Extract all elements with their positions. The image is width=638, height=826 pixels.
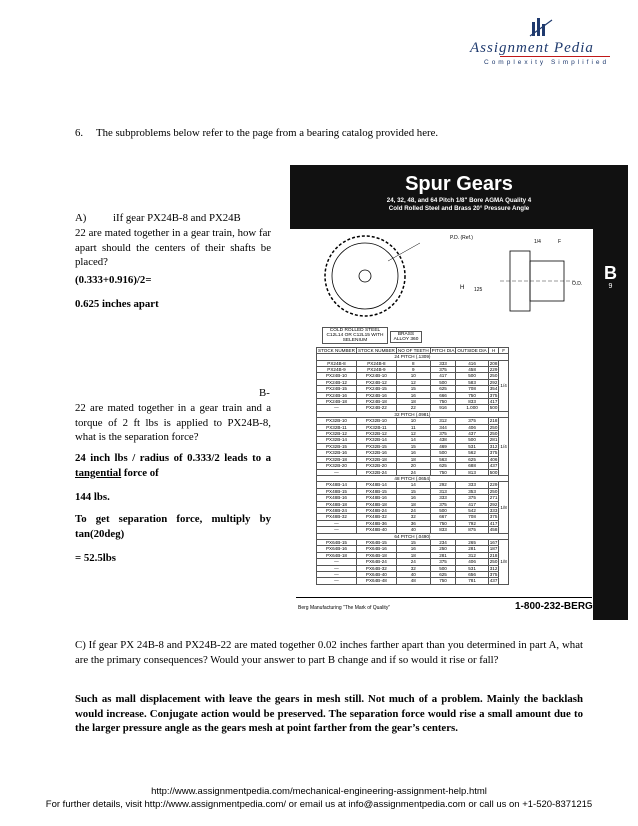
table-cell: 234 bbox=[430, 539, 456, 545]
pitch-section-label: 48 PITCH (.0654) bbox=[317, 475, 509, 481]
table-cell: 666 bbox=[430, 392, 456, 398]
face-width-cell: 1/8 bbox=[499, 482, 508, 533]
table-cell: PX24B-12 bbox=[317, 379, 357, 385]
table-cell: PX32B-14 bbox=[356, 437, 396, 443]
table-cell: 375 bbox=[430, 501, 456, 507]
table-cell: 375 bbox=[489, 392, 498, 398]
table-cell: 500 bbox=[430, 450, 456, 456]
table-cell: 281 bbox=[489, 437, 498, 443]
table-cell: — bbox=[317, 565, 357, 571]
table-cell: 750 bbox=[430, 520, 456, 526]
catalog-header bbox=[290, 165, 628, 229]
table-header-cell: OUTSIDE DIA bbox=[457, 348, 487, 353]
diagram-pd-label: P.D. (Ref.) bbox=[450, 235, 473, 241]
table-cell: 333 bbox=[430, 495, 456, 501]
table-cell: PX32B-10 bbox=[356, 418, 396, 424]
diagram-quarter-label: 1/4 bbox=[534, 239, 541, 245]
table-cell: PX48B-24 bbox=[317, 507, 357, 513]
table-cell: PX32B-15 bbox=[356, 443, 396, 449]
table-cell: 250 bbox=[489, 488, 498, 494]
table-cell: 375 bbox=[430, 431, 456, 437]
table-cell: 312 bbox=[456, 552, 488, 558]
table-cell: PX24B-8 bbox=[356, 360, 396, 366]
table-cell: 781 bbox=[456, 578, 488, 584]
table-cell: — bbox=[317, 520, 357, 526]
table-cell: PX24B-15 bbox=[356, 386, 396, 392]
table-cell: 354 bbox=[489, 386, 498, 392]
table-cell: 333 bbox=[489, 507, 498, 513]
catalog-title: Spur Gears bbox=[405, 173, 513, 195]
catalog-footer-rule bbox=[296, 597, 592, 598]
table-cell: 500 bbox=[489, 469, 498, 475]
table-cell: 437 bbox=[456, 431, 488, 437]
table-cell: PX24B-16 bbox=[356, 392, 396, 398]
table-cell: 625 bbox=[430, 386, 456, 392]
table-cell: PX48B-18 bbox=[356, 501, 396, 507]
table-cell: 500 bbox=[430, 507, 456, 513]
table-cell: PX64B-40 bbox=[356, 572, 396, 578]
table-cell: 353 bbox=[456, 488, 488, 494]
table-cell: 344 bbox=[430, 424, 456, 430]
face-width-cell: 1/4 bbox=[499, 418, 508, 476]
table-cell: PX24B-18 bbox=[356, 399, 396, 405]
table-cell: 667 bbox=[430, 514, 456, 520]
table-cell: 750 bbox=[430, 469, 456, 475]
table-cell: 312 bbox=[430, 418, 456, 424]
question-number: 6. bbox=[75, 127, 84, 139]
table-cell: 281 bbox=[456, 546, 488, 552]
table-cell: PX48B-15 bbox=[356, 488, 396, 494]
table-cell: 40 bbox=[396, 572, 430, 578]
table-cell: 16 bbox=[396, 450, 430, 456]
table-cell: 1.000 bbox=[456, 405, 488, 411]
table-cell: 792 bbox=[456, 520, 488, 526]
table-cell: PX64B-16 bbox=[356, 546, 396, 552]
table-cell: 12 bbox=[396, 431, 430, 437]
pitch-section-label: 32 PITCH (.0981) bbox=[317, 411, 509, 417]
table-cell: PX48B-32 bbox=[317, 514, 357, 520]
table-cell: PX32B-10 bbox=[317, 418, 357, 424]
part-b-force: 144 lbs. bbox=[75, 491, 110, 503]
part-a-question-line1: iIf gear PX24B-8 and PX24B bbox=[113, 212, 241, 224]
table-cell: 417 bbox=[456, 501, 488, 507]
pitch-section-label: 24 PITCH (.1309) bbox=[317, 354, 509, 360]
table-cell: 583 bbox=[456, 379, 488, 385]
part-a-answer: 0.625 inches apart bbox=[75, 298, 159, 310]
table-cell: 406 bbox=[456, 424, 488, 430]
table-cell: PX48B-18 bbox=[317, 501, 357, 507]
bearing-catalog-image bbox=[290, 165, 628, 620]
table-cell: PX32B-20 bbox=[317, 463, 357, 469]
table-cell: 229 bbox=[489, 367, 498, 373]
table-cell: 10 bbox=[396, 418, 430, 424]
part-b-separation-note: To get separation force, multiply by tan(20deg) bbox=[75, 513, 271, 540]
material-brass: BRASS ALLOY 360 bbox=[390, 331, 422, 343]
table-cell: 437 bbox=[489, 578, 498, 584]
table-cell: 375 bbox=[489, 450, 498, 456]
face-width-cell: 1/8 bbox=[499, 539, 508, 584]
table-cell: 916 bbox=[430, 405, 456, 411]
table-cell: 833 bbox=[430, 527, 456, 533]
table-cell: 416 bbox=[456, 360, 488, 366]
table-cell: PX32B-11 bbox=[317, 424, 357, 430]
part-b-question: 22 are mated together in a gear train and a torque of 2 ft lbs is applied to PX24B-8, what is the separation force? bbox=[75, 402, 271, 444]
table-cell: 813 bbox=[456, 469, 488, 475]
table-cell: 14 bbox=[396, 482, 430, 488]
table-cell: 265 bbox=[456, 539, 488, 545]
table-cell: PX32B-12 bbox=[317, 431, 357, 437]
table-cell: PX24B-10 bbox=[356, 373, 396, 379]
table-cell: 688 bbox=[456, 463, 488, 469]
table-cell: 9 bbox=[396, 367, 430, 373]
table-cell: PX48B-14 bbox=[356, 482, 396, 488]
footer-contact: For further details, visit http://www.assignmentpedia.com/ or email us at info@assignmentpedia.com or call us on +1-520-8371215 bbox=[45, 799, 593, 810]
table-cell: 250 bbox=[489, 559, 498, 565]
table-cell: 18 bbox=[396, 399, 430, 405]
diagram-od-label: O.D. bbox=[572, 281, 583, 287]
table-cell: PX24B-12 bbox=[356, 379, 396, 385]
table-cell: 15 bbox=[396, 443, 430, 449]
table-cell: 500 bbox=[456, 437, 488, 443]
logo-rule bbox=[500, 56, 610, 57]
table-cell: 375 bbox=[430, 559, 456, 565]
table-cell: 292 bbox=[489, 501, 498, 507]
assignmentpedia-logo bbox=[470, 10, 630, 70]
table-cell: PX32B-16 bbox=[356, 450, 396, 456]
table-cell: 18 bbox=[396, 552, 430, 558]
table-cell: 625 bbox=[430, 463, 456, 469]
table-cell: PX24B-16 bbox=[317, 392, 357, 398]
table-cell: 437 bbox=[489, 463, 498, 469]
table-cell: 292 bbox=[489, 379, 498, 385]
table-cell: 438 bbox=[430, 437, 456, 443]
table-cell: 32 bbox=[396, 514, 430, 520]
table-cell: PX48B-16 bbox=[356, 495, 396, 501]
table-cell: 16 bbox=[396, 495, 430, 501]
table-row bbox=[317, 578, 509, 584]
table-cell: 32 bbox=[396, 565, 430, 571]
gear-diagram bbox=[310, 231, 590, 321]
table-cell: 250 bbox=[430, 546, 456, 552]
table-cell: 417 bbox=[430, 373, 456, 379]
table-cell: 563 bbox=[430, 456, 456, 462]
table-cell: 48 bbox=[396, 578, 430, 584]
table-cell: PX32B-12 bbox=[356, 431, 396, 437]
table-cell: 15 bbox=[396, 539, 430, 545]
table-cell: PX24B-9 bbox=[317, 367, 357, 373]
table-cell: 250 bbox=[489, 373, 498, 379]
table-cell: PX32B-15 bbox=[317, 443, 357, 449]
footer-url: http://www.assignmentpedia.com/mechanical-engineering-assignment-help.html bbox=[151, 786, 487, 797]
table-cell: 406 bbox=[489, 456, 498, 462]
table-cell: 656 bbox=[456, 572, 488, 578]
table-cell: PX32B-20 bbox=[356, 463, 396, 469]
table-cell: 406 bbox=[456, 559, 488, 565]
table-cell: 375 bbox=[489, 572, 498, 578]
logo-brand: Assignment Pedia bbox=[470, 40, 594, 56]
table-cell: 625 bbox=[456, 456, 488, 462]
table-cell: 500 bbox=[430, 379, 456, 385]
table-cell: 11 bbox=[396, 424, 430, 430]
diagram-f-label: F bbox=[558, 239, 562, 245]
table-cell: 469 bbox=[430, 443, 456, 449]
table-cell: 500 bbox=[489, 405, 498, 411]
table-cell: 562 bbox=[456, 450, 488, 456]
table-cell: 16 bbox=[396, 392, 430, 398]
part-a-label: A) bbox=[75, 212, 87, 224]
table-cell: 24 bbox=[396, 507, 430, 513]
table-cell: 542 bbox=[456, 507, 488, 513]
table-cell: 20 bbox=[396, 463, 430, 469]
table-cell: PX32B-16 bbox=[317, 450, 357, 456]
part-b-prefix: B- bbox=[259, 387, 270, 399]
table-cell: 24 bbox=[396, 559, 430, 565]
section-number: 9 bbox=[608, 283, 613, 290]
table-cell: 22 bbox=[396, 405, 430, 411]
table-cell: — bbox=[317, 572, 357, 578]
table-cell: 458 bbox=[489, 527, 498, 533]
table-cell: 750 bbox=[456, 392, 488, 398]
table-cell: 333 bbox=[430, 360, 456, 366]
table-cell: PX64B-24 bbox=[356, 559, 396, 565]
logo-tagline: Complexity Simplified bbox=[484, 59, 610, 66]
table-cell: PX24B-18 bbox=[317, 399, 357, 405]
table-cell: PX48B-15 bbox=[317, 488, 357, 494]
table-cell: — bbox=[317, 559, 357, 565]
table-cell: 12 bbox=[396, 379, 430, 385]
spur-gear-table bbox=[316, 347, 509, 585]
table-cell: PX64B-32 bbox=[356, 565, 396, 571]
table-cell: 833 bbox=[456, 399, 488, 405]
table-cell: PX64B-15 bbox=[356, 539, 396, 545]
table-cell: 229 bbox=[489, 482, 498, 488]
part-c-answer: Such as mall displacement with leave the gears in mesh still. Not much of a problem. Mainly the backlash would increase. Conjugate action would be preserved. The separation force would rise a small amount due to the larger pressure angle as the gears mesh at point farther from the gear’s centers. bbox=[75, 693, 583, 735]
diagram-h-label: H bbox=[460, 285, 465, 291]
table-cell: 15 bbox=[396, 386, 430, 392]
table-cell: 500 bbox=[430, 565, 456, 571]
table-cell: 167 bbox=[489, 539, 498, 545]
table-cell: PX48B-36 bbox=[356, 520, 396, 526]
table-cell: 625 bbox=[430, 572, 456, 578]
part-c-question: C) If gear PX 24B-8 and PX24B-22 are mated together 0.02 inches farther apart than you determined in part A, what are the primary consequences? Would your answer to part B change and if so would it rise or fall? bbox=[75, 639, 583, 666]
table-cell: 250 bbox=[489, 424, 498, 430]
table-cell: 531 bbox=[456, 565, 488, 571]
table-cell: 18 bbox=[396, 456, 430, 462]
table-cell: 531 bbox=[456, 443, 488, 449]
table-cell: PX48B-16 bbox=[317, 495, 357, 501]
table-cell: 313 bbox=[430, 488, 456, 494]
table-cell: 281 bbox=[430, 552, 456, 558]
part-b-result: = 52.5lbs bbox=[75, 552, 116, 564]
table-cell: 312 bbox=[489, 443, 498, 449]
diagram-bore-label: 125 bbox=[474, 287, 483, 293]
table-cell: 14 bbox=[396, 437, 430, 443]
table-cell: 312 bbox=[489, 565, 498, 571]
table-cell: PX48B-14 bbox=[317, 482, 357, 488]
table-cell: 333 bbox=[456, 482, 488, 488]
table-cell: PX64B-15 bbox=[317, 539, 357, 545]
table-cell: PX24B-15 bbox=[317, 386, 357, 392]
table-cell: 218 bbox=[489, 552, 498, 558]
part-b-answer-line1 bbox=[75, 451, 271, 480]
catalog-phone: 1-800-232-BERG bbox=[515, 601, 593, 612]
table-cell: 750 bbox=[430, 399, 456, 405]
table-cell: 708 bbox=[456, 386, 488, 392]
table-header-cell: H bbox=[488, 348, 499, 354]
part-b-answer-c: force of bbox=[121, 466, 159, 479]
table-cell: PX48B-32 bbox=[356, 514, 396, 520]
gear-face-drawing bbox=[325, 236, 405, 316]
part-a-calc: (0.333+0.916)/2= bbox=[75, 274, 152, 286]
table-cell: 36 bbox=[396, 520, 430, 526]
table-cell: 8 bbox=[396, 360, 430, 366]
question-text: The subproblems below refer to the page from a bearing catalog provided here. bbox=[96, 127, 439, 139]
table-header-cell: NO OF TEETH bbox=[397, 348, 429, 353]
table-cell: 292 bbox=[430, 482, 456, 488]
table-cell: PX64B-18 bbox=[317, 552, 357, 558]
table-cell: PX24B-8 bbox=[317, 360, 357, 366]
table-cell: PX32B-18 bbox=[356, 456, 396, 462]
table-header-cell: F bbox=[499, 348, 508, 354]
table-cell: 417 bbox=[489, 399, 498, 405]
table-cell: 375 bbox=[489, 514, 498, 520]
table-cell: 208 bbox=[489, 360, 498, 366]
table-cell: 875 bbox=[456, 527, 488, 533]
table-cell: 375 bbox=[456, 495, 488, 501]
table-cell: 218 bbox=[489, 418, 498, 424]
table-cell: 417 bbox=[489, 520, 498, 526]
table-cell: 500 bbox=[456, 373, 488, 379]
part-b-answer-a: 24 inch lbs / radius of 0.333/2 leads to a bbox=[75, 452, 271, 464]
part-b-answer-tangential: tangential bbox=[75, 466, 122, 479]
catalog-subtitle-1: 24, 32, 48, and 64 Pitch 1/8" Bore AGMA Quality 4 bbox=[386, 197, 532, 204]
section-letter: B bbox=[593, 263, 628, 293]
logo-mark-icon bbox=[528, 14, 554, 40]
table-cell: 375 bbox=[456, 418, 488, 424]
table-cell: — bbox=[317, 405, 357, 411]
table-cell: 271 bbox=[489, 495, 498, 501]
table-header-cell: PITCH DIA bbox=[431, 348, 455, 353]
table-cell: — bbox=[317, 469, 357, 475]
table-cell: — bbox=[317, 578, 357, 584]
catalog-footer-left: Berg Manufacturing “The Mark of Quality” bbox=[298, 605, 390, 611]
table-cell: PX24B-10 bbox=[317, 373, 357, 379]
part-a-question: 22 are mated together in a gear train, how far apart should the centers of their shafts be placed? bbox=[75, 227, 271, 269]
table-cell: 458 bbox=[456, 367, 488, 373]
table-cell: 40 bbox=[396, 527, 430, 533]
catalog-side-tab bbox=[593, 229, 628, 620]
table-cell: 708 bbox=[456, 514, 488, 520]
catalog-subtitle-2: Cold Rolled Steel and Brass 20° Pressure Angle bbox=[388, 205, 530, 212]
pitch-section-label: 64 PITCH (.0490) bbox=[317, 533, 509, 539]
table-cell: PX32B-18 bbox=[317, 456, 357, 462]
face-width-cell: 1/4 bbox=[499, 360, 508, 411]
table-header-cell: STOCK NUMBER bbox=[318, 348, 355, 353]
table-cell: PX64B-48 bbox=[356, 578, 396, 584]
table-cell: PX24B-9 bbox=[356, 367, 396, 373]
table-cell: 187 bbox=[489, 546, 498, 552]
table-cell: PX32B-24 bbox=[356, 469, 396, 475]
table-cell: 18 bbox=[396, 501, 430, 507]
table-cell: — bbox=[317, 527, 357, 533]
table-cell: 15 bbox=[396, 488, 430, 494]
table-cell: PX64B-16 bbox=[317, 546, 357, 552]
table-cell: 24 bbox=[396, 469, 430, 475]
table-cell: PX32B-11 bbox=[356, 424, 396, 430]
table-cell: PX48B-24 bbox=[356, 507, 396, 513]
material-steel: COLD ROLLED STEEL C12L14 OR C12L15 WITH SELENIUM bbox=[322, 327, 388, 344]
table-cell: 16 bbox=[396, 546, 430, 552]
table-cell: PX64B-18 bbox=[356, 552, 396, 558]
table-cell: 750 bbox=[430, 578, 456, 584]
table-cell: 375 bbox=[430, 367, 456, 373]
table-cell: PX24B-22 bbox=[356, 405, 396, 411]
table-cell: PX32B-14 bbox=[317, 437, 357, 443]
table-cell: 250 bbox=[489, 431, 498, 437]
table-header-cell: STOCK NUMBER bbox=[357, 348, 395, 353]
table-cell: 10 bbox=[396, 373, 430, 379]
table-cell: PX48B-40 bbox=[356, 527, 396, 533]
